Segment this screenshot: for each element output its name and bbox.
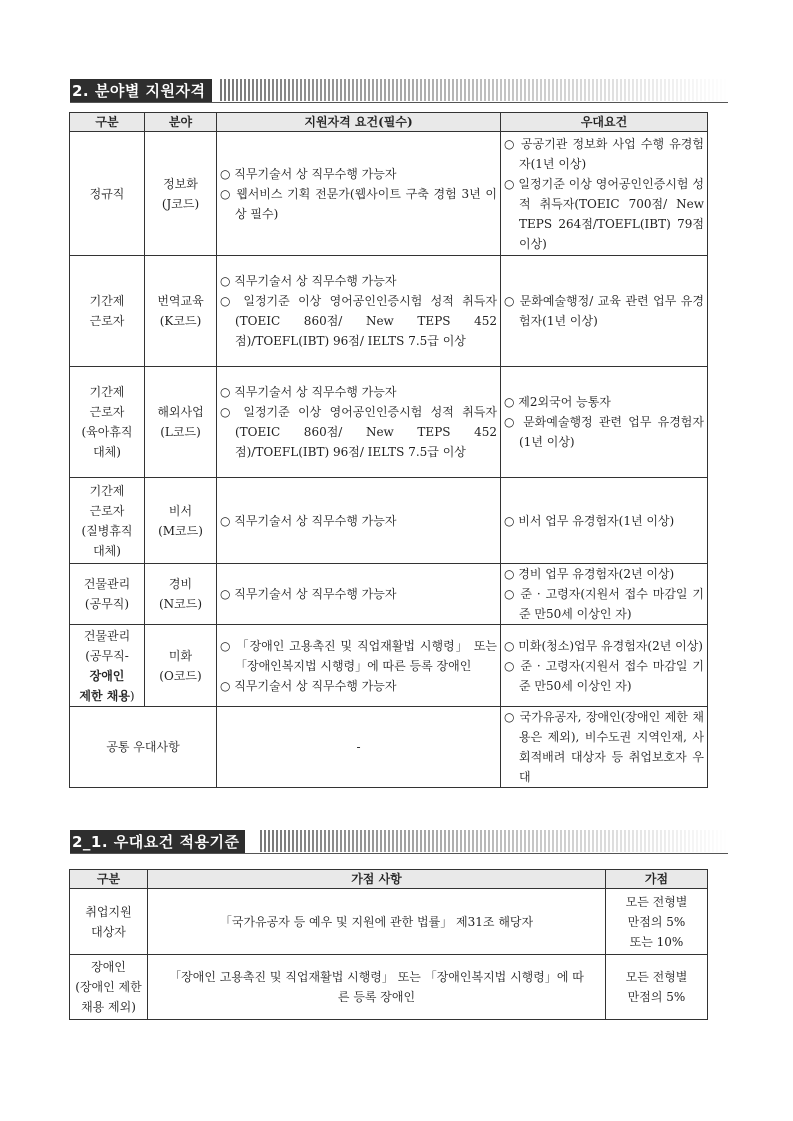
requirement-item: ○ 직무기술서 상 직무수행 가능자 <box>220 385 397 399</box>
header-category: 구분 <box>70 113 145 132</box>
preferred-item: ○ 일정기준 이상 영어공인인증시험 성적 취득자(TOEIC 700점/ New TEPS 264점/TOEFL(IBT) 79점 이상) <box>504 176 704 251</box>
row-requirements <box>217 367 501 478</box>
requirement-item: ○ 직무기술서 상 직무수행 가능자 <box>220 587 397 601</box>
header-points: 가점 <box>606 870 708 889</box>
header-category: 구분 <box>70 870 148 889</box>
header-requirements: 지원자격 요건(필수) <box>217 113 501 132</box>
row-requirements <box>217 478 501 564</box>
table-row-common <box>70 707 708 788</box>
row-category: 기간제 근로자 <box>70 256 145 367</box>
row-preferred <box>501 367 708 478</box>
row-field: 경비 (N코드) <box>145 564 217 625</box>
row-category: 건물관리 (공무직- 장애인 제한 채용) <box>70 625 145 707</box>
preferred-item: ○ 준 · 고령자(지원서 접수 마감일 기준 만50세 이상인 자) <box>504 658 704 693</box>
table-row <box>70 889 708 955</box>
section-header-bar <box>70 830 728 854</box>
requirement-item: ○ 직무기술서 상 직무수행 가능자 <box>220 166 397 181</box>
table-row <box>70 367 708 478</box>
requirement-item: ○ 일정기준 이상 영어공인인증시험 성적 취득자(TOEIC 860점/ New TEPS 452점)/TOEFL(IBT) 96점/ IELTS 7.5급 이상 <box>220 405 497 459</box>
common-requirements: - <box>217 707 501 788</box>
table-row <box>70 564 708 625</box>
common-preferred <box>501 707 708 788</box>
preferred-item: ○ 공공기관 정보화 사업 수행 유경험자(1년 이상) <box>504 136 704 171</box>
row-category: 취업지원 대상자 <box>70 889 148 955</box>
row-preferred <box>501 132 708 256</box>
table-row <box>70 478 708 564</box>
requirement-item: ○ 직무기술서 상 직무수행 가능자 <box>220 678 397 693</box>
row-requirements <box>217 564 501 625</box>
header-stripes-fade <box>260 830 728 852</box>
preferred-item: ○ 국가유공자, 장애인(장애인 제한 채용은 제외), 비수도권 지역인재, 사회적배려 대상자 등 취업보호자 우대 <box>504 710 704 784</box>
requirement-item: ○ 직무기술서 상 직무수행 가능자 <box>220 274 397 288</box>
row-requirements <box>217 132 501 256</box>
row-field: 해외사업 (L코드) <box>145 367 217 478</box>
row-field: 비서 (M코드) <box>145 478 217 564</box>
requirement-item: ○ 웹서비스 기획 전문가(웹사이트 구축 경험 3년 이상 필수) <box>220 186 497 221</box>
table-header-row <box>70 113 708 132</box>
row-item: 「국가유공자 등 예우 및 지원에 관한 법률」 제31조 해당자 <box>148 889 606 955</box>
row-field: 정보화 (J코드) <box>145 132 217 256</box>
preference-criteria-table <box>69 869 708 1020</box>
table-header-row <box>70 870 708 889</box>
row-field: 미화 (O코드) <box>145 625 217 707</box>
header-item: 가점 사항 <box>148 870 606 889</box>
section-header-bar <box>70 79 728 103</box>
row-category: 장애인 (장애인 제한 채용 제외) <box>70 955 148 1020</box>
section-underline <box>70 102 728 103</box>
section-title: 2. 분야별 지원자격 <box>70 79 212 103</box>
preferred-item: ○ 문화예술행정 관련 업무 유경험자(1년 이상) <box>504 415 704 449</box>
requirement-item: ○ 직무기술서 상 직무수행 가능자 <box>220 513 397 528</box>
row-field: 번역교육 (K코드) <box>145 256 217 367</box>
header-field: 분야 <box>145 113 217 132</box>
table-row <box>70 132 708 256</box>
header-preferred: 우대요건 <box>501 113 708 132</box>
section-underline <box>70 853 728 854</box>
row-category: 기간제 근로자 (육아휴직 대체) <box>70 367 145 478</box>
row-item: 「장애인 고용촉진 및 직업재활법 시행령」 또는 「장애인복지법 시행령」에 따른 등록 장애인 <box>148 955 606 1020</box>
row-preferred <box>501 564 708 625</box>
table-row <box>70 625 708 707</box>
requirement-item: ○ 일정기준 이상 영어공인인증시험 성적 취득자(TOEIC 860점/ New TEPS 452점)/TOEFL(IBT) 96점/ IELTS 7.5급 이상 <box>220 294 497 348</box>
row-category: 건물관리 (공무직) <box>70 564 145 625</box>
section-title: 2_1. 우대요건 적용기준 <box>70 830 245 854</box>
common-label: 공통 우대사항 <box>70 707 217 788</box>
row-requirements <box>217 256 501 367</box>
preferred-item: ○ 제2외국어 능통자 <box>504 395 611 409</box>
table-row <box>70 256 708 367</box>
row-points: 모든 전형별 만점의 5% 또는 10% <box>606 889 708 955</box>
requirement-item: ○ 「장애인 고용촉진 및 직업재활법 시행령」 또는 「장애인복지법 시행령」에 따른 등록 장애인 <box>220 638 497 673</box>
row-requirements <box>217 625 501 707</box>
preferred-item: ○ 문화예술행정/ 교육 관련 업무 유경험자(1년 이상) <box>504 294 704 328</box>
row-preferred <box>501 256 708 367</box>
row-category: 정규직 <box>70 132 145 256</box>
header-stripes-fade <box>220 79 728 101</box>
table-row <box>70 955 708 1020</box>
row-category: 기간제 근로자 (질병휴직 대체) <box>70 478 145 564</box>
row-points: 모든 전형별 만점의 5% <box>606 955 708 1020</box>
preferred-item: ○ 비서 업무 유경험자(1년 이상) <box>504 513 675 528</box>
preferred-item: ○ 미화(청소)업무 유경험자(2년 이상) <box>504 638 703 653</box>
qualification-table <box>69 112 708 788</box>
preferred-item: ○ 준 · 고령자(지원서 접수 마감일 기준 만50세 이상인 자) <box>504 587 704 621</box>
row-preferred <box>501 478 708 564</box>
row-preferred <box>501 625 708 707</box>
preferred-item: ○ 경비 업무 유경험자(2년 이상) <box>504 567 675 581</box>
